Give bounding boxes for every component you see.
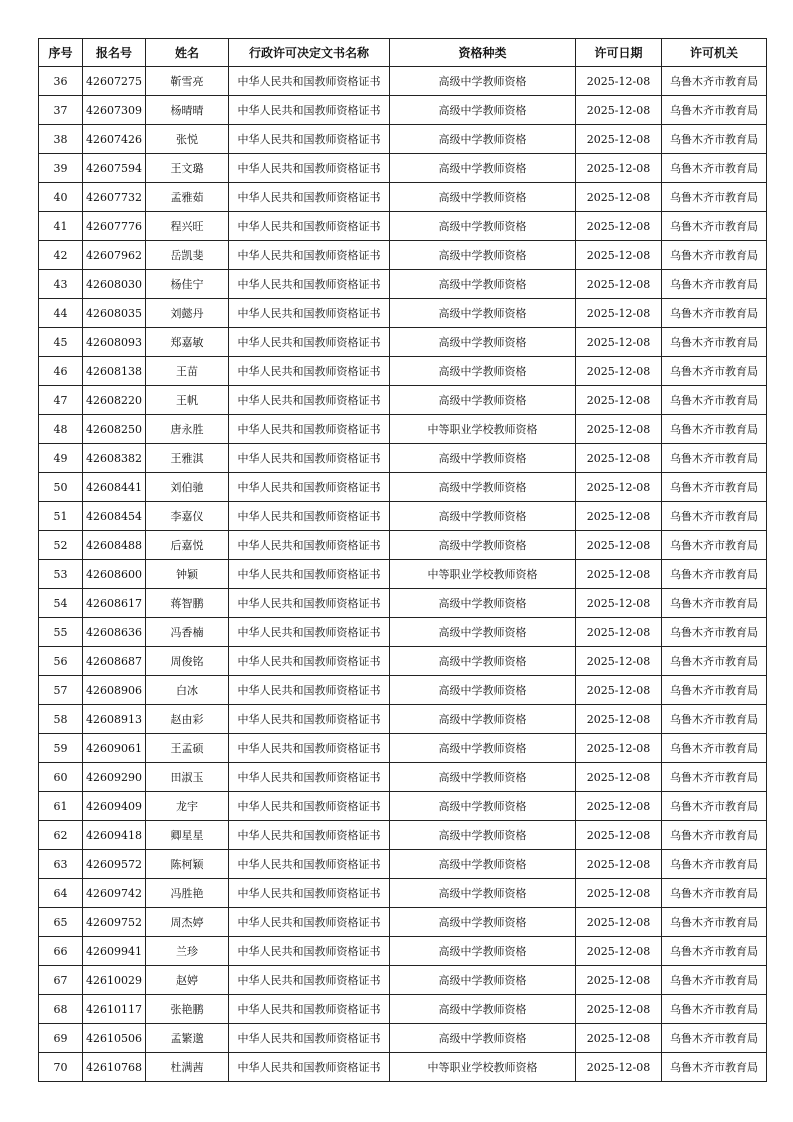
cell-license-document: 中华人民共和国教师资格证书	[229, 473, 390, 502]
table-row	[39, 560, 767, 589]
cell-name: 岳凯斐	[146, 241, 229, 270]
cell-licensing-authority: 乌鲁木齐市教育局	[662, 299, 767, 328]
cell-licensing-authority: 乌鲁木齐市教育局	[662, 618, 767, 647]
cell-licensing-authority: 乌鲁木齐市教育局	[662, 908, 767, 937]
cell-registration-number: 42608617	[83, 589, 146, 618]
cell-serial-number: 67	[39, 966, 83, 995]
table-row	[39, 734, 767, 763]
table-row	[39, 937, 767, 966]
cell-name: 田淑玉	[146, 763, 229, 792]
cell-license-document: 中华人民共和国教师资格证书	[229, 357, 390, 386]
cell-qualification-type: 中等职业学校教师资格	[390, 1053, 576, 1082]
cell-name: 杨晴晴	[146, 96, 229, 125]
cell-registration-number: 42607309	[83, 96, 146, 125]
cell-licensing-authority: 乌鲁木齐市教育局	[662, 67, 767, 96]
cell-license-document: 中华人民共和国教师资格证书	[229, 966, 390, 995]
cell-license-document: 中华人民共和国教师资格证书	[229, 618, 390, 647]
cell-name: 唐永胜	[146, 415, 229, 444]
cell-license-document: 中华人民共和国教师资格证书	[229, 212, 390, 241]
cell-registration-number: 42608035	[83, 299, 146, 328]
cell-licensing-authority: 乌鲁木齐市教育局	[662, 1053, 767, 1082]
cell-registration-number: 42608382	[83, 444, 146, 473]
cell-license-document: 中华人民共和国教师资格证书	[229, 154, 390, 183]
cell-license-document: 中华人民共和国教师资格证书	[229, 67, 390, 96]
cell-qualification-type: 高级中学教师资格	[390, 966, 576, 995]
cell-serial-number: 41	[39, 212, 83, 241]
cell-qualification-type: 高级中学教师资格	[390, 647, 576, 676]
cell-name: 程兴旺	[146, 212, 229, 241]
cell-registration-number: 42608687	[83, 647, 146, 676]
cell-license-date: 2025-12-08	[576, 676, 662, 705]
cell-serial-number: 62	[39, 821, 83, 850]
cell-licensing-authority: 乌鲁木齐市教育局	[662, 531, 767, 560]
cell-name: 刘伯驰	[146, 473, 229, 502]
cell-serial-number: 61	[39, 792, 83, 821]
table-row	[39, 67, 767, 96]
cell-name: 兰珍	[146, 937, 229, 966]
cell-serial-number: 64	[39, 879, 83, 908]
cell-name: 冯胜艳	[146, 879, 229, 908]
table-row	[39, 821, 767, 850]
header-serial-number: 序号	[39, 39, 83, 67]
cell-registration-number: 42609061	[83, 734, 146, 763]
cell-licensing-authority: 乌鲁木齐市教育局	[662, 154, 767, 183]
cell-name: 郑嘉敏	[146, 328, 229, 357]
table-row	[39, 531, 767, 560]
cell-registration-number: 42610506	[83, 1024, 146, 1053]
cell-license-date: 2025-12-08	[576, 647, 662, 676]
cell-qualification-type: 高级中学教师资格	[390, 589, 576, 618]
cell-qualification-type: 高级中学教师资格	[390, 531, 576, 560]
cell-license-document: 中华人民共和国教师资格证书	[229, 531, 390, 560]
cell-qualification-type: 高级中学教师资格	[390, 270, 576, 299]
cell-serial-number: 65	[39, 908, 83, 937]
cell-license-date: 2025-12-08	[576, 560, 662, 589]
cell-name: 孟雅茹	[146, 183, 229, 212]
cell-registration-number: 42607776	[83, 212, 146, 241]
table-header-row	[39, 39, 767, 67]
cell-licensing-authority: 乌鲁木齐市教育局	[662, 444, 767, 473]
cell-license-document: 中华人民共和国教师资格证书	[229, 589, 390, 618]
cell-serial-number: 60	[39, 763, 83, 792]
cell-qualification-type: 高级中学教师资格	[390, 328, 576, 357]
cell-serial-number: 57	[39, 676, 83, 705]
cell-license-document: 中华人民共和国教师资格证书	[229, 850, 390, 879]
cell-registration-number: 42607275	[83, 67, 146, 96]
cell-qualification-type: 中等职业学校教师资格	[390, 415, 576, 444]
table-row	[39, 212, 767, 241]
cell-name: 张悦	[146, 125, 229, 154]
cell-licensing-authority: 乌鲁木齐市教育局	[662, 357, 767, 386]
cell-license-document: 中华人民共和国教师资格证书	[229, 444, 390, 473]
cell-licensing-authority: 乌鲁木齐市教育局	[662, 734, 767, 763]
cell-qualification-type: 高级中学教师资格	[390, 357, 576, 386]
cell-qualification-type: 高级中学教师资格	[390, 734, 576, 763]
cell-name: 刘懿丹	[146, 299, 229, 328]
cell-registration-number: 42608454	[83, 502, 146, 531]
cell-registration-number: 42607962	[83, 241, 146, 270]
cell-qualification-type: 高级中学教师资格	[390, 473, 576, 502]
cell-registration-number: 42608488	[83, 531, 146, 560]
cell-license-date: 2025-12-08	[576, 299, 662, 328]
cell-qualification-type: 高级中学教师资格	[390, 444, 576, 473]
cell-registration-number: 42608600	[83, 560, 146, 589]
cell-registration-number: 42610117	[83, 995, 146, 1024]
cell-serial-number: 46	[39, 357, 83, 386]
cell-name: 赵婷	[146, 966, 229, 995]
cell-license-document: 中华人民共和国教师资格证书	[229, 908, 390, 937]
cell-registration-number: 42609290	[83, 763, 146, 792]
table-row	[39, 473, 767, 502]
cell-name: 后嘉悦	[146, 531, 229, 560]
cell-license-date: 2025-12-08	[576, 386, 662, 415]
cell-serial-number: 53	[39, 560, 83, 589]
cell-registration-number: 42609941	[83, 937, 146, 966]
cell-qualification-type: 高级中学教师资格	[390, 125, 576, 154]
cell-license-date: 2025-12-08	[576, 415, 662, 444]
cell-serial-number: 36	[39, 67, 83, 96]
cell-qualification-type: 高级中学教师资格	[390, 908, 576, 937]
cell-license-date: 2025-12-08	[576, 937, 662, 966]
cell-license-document: 中华人民共和国教师资格证书	[229, 821, 390, 850]
table-row	[39, 125, 767, 154]
cell-serial-number: 52	[39, 531, 83, 560]
cell-serial-number: 51	[39, 502, 83, 531]
cell-license-document: 中华人民共和国教师资格证书	[229, 995, 390, 1024]
cell-license-document: 中华人民共和国教师资格证书	[229, 763, 390, 792]
cell-name: 王雅淇	[146, 444, 229, 473]
cell-licensing-authority: 乌鲁木齐市教育局	[662, 676, 767, 705]
table-row	[39, 154, 767, 183]
cell-qualification-type: 中等职业学校教师资格	[390, 560, 576, 589]
table-row	[39, 1053, 767, 1082]
cell-registration-number: 42608220	[83, 386, 146, 415]
cell-name: 白冰	[146, 676, 229, 705]
cell-name: 王孟硕	[146, 734, 229, 763]
cell-registration-number: 42607732	[83, 183, 146, 212]
cell-qualification-type: 高级中学教师资格	[390, 937, 576, 966]
cell-licensing-authority: 乌鲁木齐市教育局	[662, 386, 767, 415]
cell-name: 卿星星	[146, 821, 229, 850]
cell-serial-number: 58	[39, 705, 83, 734]
cell-license-date: 2025-12-08	[576, 763, 662, 792]
cell-license-date: 2025-12-08	[576, 183, 662, 212]
header-registration-number: 报名号	[83, 39, 146, 67]
cell-qualification-type: 高级中学教师资格	[390, 879, 576, 908]
cell-registration-number: 42608250	[83, 415, 146, 444]
cell-serial-number: 56	[39, 647, 83, 676]
cell-license-document: 中华人民共和国教师资格证书	[229, 270, 390, 299]
cell-license-date: 2025-12-08	[576, 734, 662, 763]
cell-serial-number: 48	[39, 415, 83, 444]
cell-licensing-authority: 乌鲁木齐市教育局	[662, 328, 767, 357]
cell-qualification-type: 高级中学教师资格	[390, 850, 576, 879]
cell-name: 李嘉仪	[146, 502, 229, 531]
cell-license-date: 2025-12-08	[576, 1024, 662, 1053]
cell-license-date: 2025-12-08	[576, 212, 662, 241]
cell-license-document: 中华人民共和国教师资格证书	[229, 734, 390, 763]
license-table	[38, 38, 767, 1082]
cell-registration-number: 42609572	[83, 850, 146, 879]
table-row	[39, 763, 767, 792]
cell-qualification-type: 高级中学教师资格	[390, 1024, 576, 1053]
cell-name: 王苗	[146, 357, 229, 386]
cell-license-date: 2025-12-08	[576, 792, 662, 821]
header-license-document: 行政许可决定文书名称	[229, 39, 390, 67]
table-row	[39, 328, 767, 357]
table-row	[39, 995, 767, 1024]
cell-serial-number: 59	[39, 734, 83, 763]
cell-registration-number: 42610768	[83, 1053, 146, 1082]
cell-license-document: 中华人民共和国教师资格证书	[229, 502, 390, 531]
cell-qualification-type: 高级中学教师资格	[390, 502, 576, 531]
cell-registration-number: 42608441	[83, 473, 146, 502]
cell-serial-number: 49	[39, 444, 83, 473]
cell-qualification-type: 高级中学教师资格	[390, 995, 576, 1024]
cell-registration-number: 42609752	[83, 908, 146, 937]
table-row	[39, 270, 767, 299]
cell-license-date: 2025-12-08	[576, 618, 662, 647]
cell-license-document: 中华人民共和国教师资格证书	[229, 792, 390, 821]
cell-serial-number: 55	[39, 618, 83, 647]
cell-licensing-authority: 乌鲁木齐市教育局	[662, 415, 767, 444]
cell-serial-number: 66	[39, 937, 83, 966]
cell-qualification-type: 高级中学教师资格	[390, 821, 576, 850]
cell-license-document: 中华人民共和国教师资格证书	[229, 937, 390, 966]
cell-license-date: 2025-12-08	[576, 67, 662, 96]
cell-licensing-authority: 乌鲁木齐市教育局	[662, 560, 767, 589]
cell-name: 杜满茜	[146, 1053, 229, 1082]
table-row	[39, 96, 767, 125]
cell-licensing-authority: 乌鲁木齐市教育局	[662, 821, 767, 850]
cell-qualification-type: 高级中学教师资格	[390, 212, 576, 241]
cell-license-date: 2025-12-08	[576, 241, 662, 270]
cell-registration-number: 42608138	[83, 357, 146, 386]
cell-license-date: 2025-12-08	[576, 328, 662, 357]
cell-serial-number: 63	[39, 850, 83, 879]
cell-registration-number: 42608030	[83, 270, 146, 299]
cell-serial-number: 39	[39, 154, 83, 183]
cell-qualification-type: 高级中学教师资格	[390, 154, 576, 183]
cell-license-document: 中华人民共和国教师资格证书	[229, 183, 390, 212]
cell-licensing-authority: 乌鲁木齐市教育局	[662, 183, 767, 212]
cell-qualification-type: 高级中学教师资格	[390, 241, 576, 270]
cell-license-document: 中华人民共和国教师资格证书	[229, 415, 390, 444]
cell-qualification-type: 高级中学教师资格	[390, 96, 576, 125]
cell-licensing-authority: 乌鲁木齐市教育局	[662, 1024, 767, 1053]
header-licensing-authority: 许可机关	[662, 39, 767, 67]
cell-registration-number: 42609418	[83, 821, 146, 850]
cell-licensing-authority: 乌鲁木齐市教育局	[662, 763, 767, 792]
cell-licensing-authority: 乌鲁木齐市教育局	[662, 270, 767, 299]
cell-license-date: 2025-12-08	[576, 531, 662, 560]
cell-license-date: 2025-12-08	[576, 502, 662, 531]
cell-license-date: 2025-12-08	[576, 154, 662, 183]
table-row	[39, 444, 767, 473]
cell-serial-number: 69	[39, 1024, 83, 1053]
table-row	[39, 386, 767, 415]
cell-name: 张艳鹏	[146, 995, 229, 1024]
cell-license-document: 中华人民共和国教师资格证书	[229, 1053, 390, 1082]
cell-qualification-type: 高级中学教师资格	[390, 792, 576, 821]
cell-license-date: 2025-12-08	[576, 357, 662, 386]
cell-licensing-authority: 乌鲁木齐市教育局	[662, 241, 767, 270]
cell-license-date: 2025-12-08	[576, 589, 662, 618]
cell-serial-number: 47	[39, 386, 83, 415]
cell-license-date: 2025-12-08	[576, 966, 662, 995]
cell-license-date: 2025-12-08	[576, 96, 662, 125]
cell-name: 钟颖	[146, 560, 229, 589]
cell-license-date: 2025-12-08	[576, 444, 662, 473]
cell-serial-number: 40	[39, 183, 83, 212]
table-row	[39, 299, 767, 328]
cell-license-document: 中华人民共和国教师资格证书	[229, 705, 390, 734]
table-row	[39, 705, 767, 734]
cell-name: 赵由彩	[146, 705, 229, 734]
header-license-date: 许可日期	[576, 39, 662, 67]
table-row	[39, 879, 767, 908]
cell-licensing-authority: 乌鲁木齐市教育局	[662, 937, 767, 966]
cell-licensing-authority: 乌鲁木齐市教育局	[662, 125, 767, 154]
cell-name: 孟繁邈	[146, 1024, 229, 1053]
table-row	[39, 183, 767, 212]
cell-serial-number: 50	[39, 473, 83, 502]
cell-licensing-authority: 乌鲁木齐市教育局	[662, 966, 767, 995]
cell-license-date: 2025-12-08	[576, 850, 662, 879]
cell-name: 冯香楠	[146, 618, 229, 647]
cell-registration-number: 42609409	[83, 792, 146, 821]
cell-license-document: 中华人民共和国教师资格证书	[229, 676, 390, 705]
cell-license-document: 中华人民共和国教师资格证书	[229, 241, 390, 270]
cell-serial-number: 42	[39, 241, 83, 270]
cell-license-date: 2025-12-08	[576, 995, 662, 1024]
table-row	[39, 415, 767, 444]
cell-name: 王文璐	[146, 154, 229, 183]
table-row	[39, 966, 767, 995]
cell-license-document: 中华人民共和国教师资格证书	[229, 386, 390, 415]
cell-serial-number: 54	[39, 589, 83, 618]
cell-serial-number: 45	[39, 328, 83, 357]
cell-qualification-type: 高级中学教师资格	[390, 67, 576, 96]
cell-name: 龙宇	[146, 792, 229, 821]
header-qualification-type: 资格种类	[390, 39, 576, 67]
cell-licensing-authority: 乌鲁木齐市教育局	[662, 212, 767, 241]
cell-licensing-authority: 乌鲁木齐市教育局	[662, 850, 767, 879]
cell-licensing-authority: 乌鲁木齐市教育局	[662, 647, 767, 676]
cell-licensing-authority: 乌鲁木齐市教育局	[662, 589, 767, 618]
cell-license-date: 2025-12-08	[576, 125, 662, 154]
cell-registration-number: 42607426	[83, 125, 146, 154]
cell-license-document: 中华人民共和国教师资格证书	[229, 1024, 390, 1053]
table-row	[39, 618, 767, 647]
cell-registration-number: 42608636	[83, 618, 146, 647]
cell-name: 王帆	[146, 386, 229, 415]
cell-license-date: 2025-12-08	[576, 879, 662, 908]
cell-license-date: 2025-12-08	[576, 270, 662, 299]
cell-license-document: 中华人民共和国教师资格证书	[229, 125, 390, 154]
cell-license-document: 中华人民共和国教师资格证书	[229, 647, 390, 676]
table-row	[39, 647, 767, 676]
cell-license-document: 中华人民共和国教师资格证书	[229, 560, 390, 589]
cell-registration-number: 42610029	[83, 966, 146, 995]
cell-registration-number: 42609742	[83, 879, 146, 908]
cell-serial-number: 43	[39, 270, 83, 299]
cell-name: 靳雪亮	[146, 67, 229, 96]
cell-licensing-authority: 乌鲁木齐市教育局	[662, 879, 767, 908]
cell-license-date: 2025-12-08	[576, 473, 662, 502]
cell-qualification-type: 高级中学教师资格	[390, 705, 576, 734]
cell-license-document: 中华人民共和国教师资格证书	[229, 879, 390, 908]
cell-qualification-type: 高级中学教师资格	[390, 763, 576, 792]
cell-licensing-authority: 乌鲁木齐市教育局	[662, 995, 767, 1024]
cell-registration-number: 42608093	[83, 328, 146, 357]
cell-qualification-type: 高级中学教师资格	[390, 183, 576, 212]
cell-licensing-authority: 乌鲁木齐市教育局	[662, 473, 767, 502]
cell-license-date: 2025-12-08	[576, 908, 662, 937]
table-row	[39, 241, 767, 270]
cell-license-date: 2025-12-08	[576, 821, 662, 850]
cell-serial-number: 37	[39, 96, 83, 125]
cell-qualification-type: 高级中学教师资格	[390, 299, 576, 328]
cell-registration-number: 42608913	[83, 705, 146, 734]
cell-serial-number: 70	[39, 1053, 83, 1082]
cell-name: 陈柯颖	[146, 850, 229, 879]
cell-licensing-authority: 乌鲁木齐市教育局	[662, 705, 767, 734]
cell-license-date: 2025-12-08	[576, 705, 662, 734]
cell-name: 周杰婷	[146, 908, 229, 937]
cell-serial-number: 38	[39, 125, 83, 154]
table-row	[39, 850, 767, 879]
cell-license-document: 中华人民共和国教师资格证书	[229, 299, 390, 328]
table-row	[39, 1024, 767, 1053]
cell-serial-number: 44	[39, 299, 83, 328]
table-row	[39, 908, 767, 937]
table-row	[39, 502, 767, 531]
cell-licensing-authority: 乌鲁木齐市教育局	[662, 96, 767, 125]
table-row	[39, 357, 767, 386]
cell-name: 周俊铭	[146, 647, 229, 676]
table-row	[39, 676, 767, 705]
cell-qualification-type: 高级中学教师资格	[390, 618, 576, 647]
cell-licensing-authority: 乌鲁木齐市教育局	[662, 502, 767, 531]
table-row	[39, 589, 767, 618]
cell-license-date: 2025-12-08	[576, 1053, 662, 1082]
cell-registration-number: 42608906	[83, 676, 146, 705]
cell-license-document: 中华人民共和国教师资格证书	[229, 96, 390, 125]
cell-serial-number: 68	[39, 995, 83, 1024]
cell-name: 蒋智鹏	[146, 589, 229, 618]
header-name: 姓名	[146, 39, 229, 67]
cell-qualification-type: 高级中学教师资格	[390, 386, 576, 415]
cell-qualification-type: 高级中学教师资格	[390, 676, 576, 705]
cell-registration-number: 42607594	[83, 154, 146, 183]
table-row	[39, 792, 767, 821]
cell-name: 杨佳宁	[146, 270, 229, 299]
cell-licensing-authority: 乌鲁木齐市教育局	[662, 792, 767, 821]
cell-license-document: 中华人民共和国教师资格证书	[229, 328, 390, 357]
